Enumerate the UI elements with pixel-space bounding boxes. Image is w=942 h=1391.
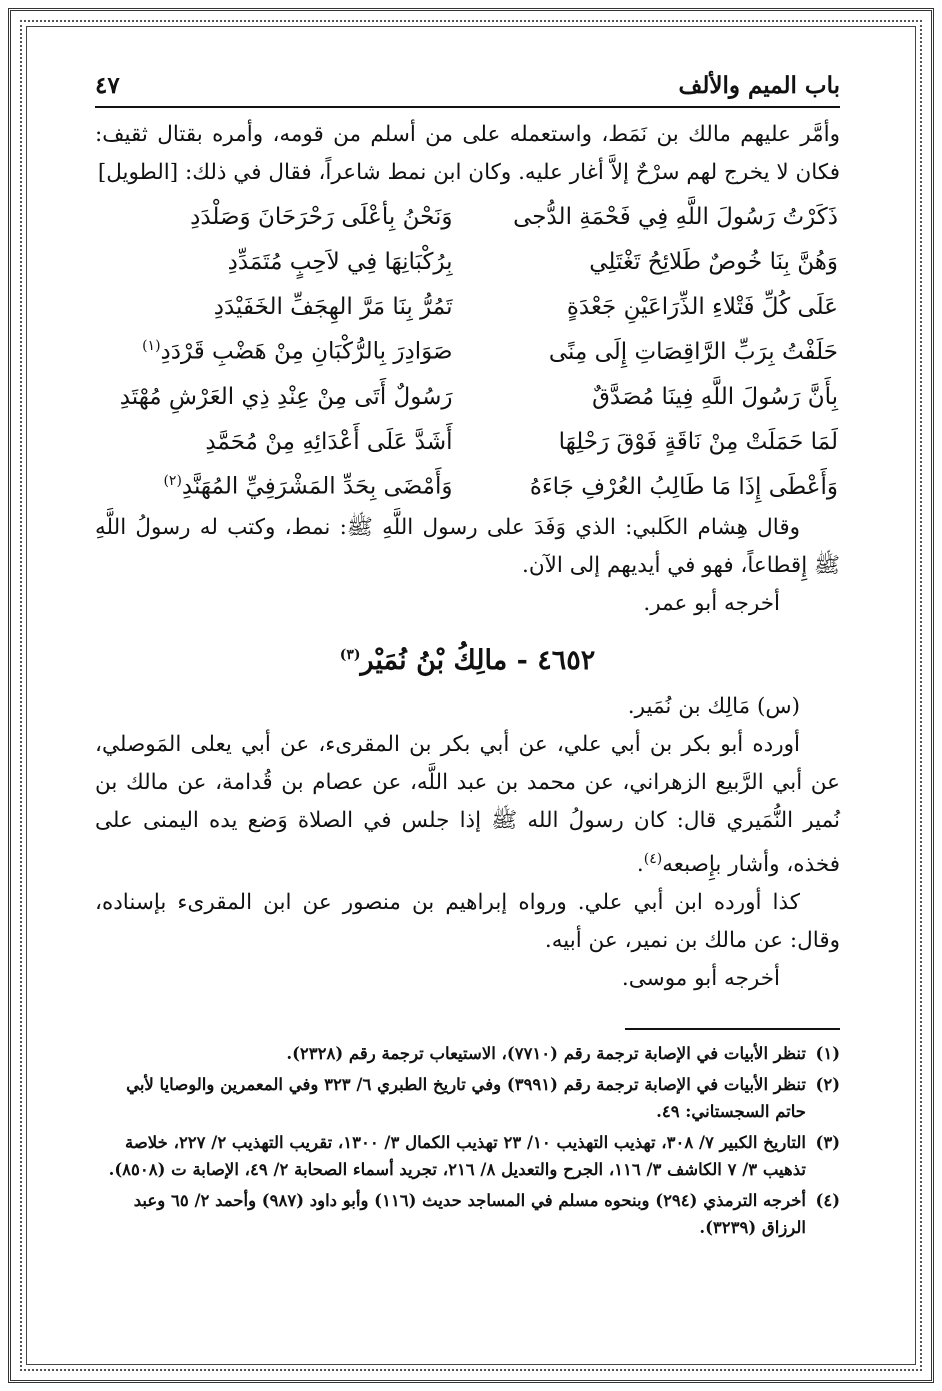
footnote-separator bbox=[625, 1028, 840, 1030]
footnote bbox=[95, 1071, 840, 1125]
footnote-text: تنظر الأبيات في الإصابة ترجمة رقم (٣٩٩١) وفي تاريخ الطبري ٦/ ٣٢٣ وفي المعمرين والوصايا لأبي حاتم السجستاني: ٤٩. bbox=[126, 1075, 806, 1122]
verse-second-hemistich: رَسُولٌ أَتَى مِنْ عِنْدِ ذِي العَرْشِ مُهْتَدِ bbox=[119, 383, 453, 410]
attribution-line: أخرجه أبو موسى. bbox=[621, 966, 780, 992]
footnote-number: (١) bbox=[815, 1044, 840, 1064]
footnote-text: التاريخ الكبير ٧/ ٣٠٨، تهذيب التهذيب ١٠/ ٢٣ تهذيب الكمال ٣/ ١٣٠٠، تقريب التهذيب ٢/ ٢٢٧، خلاصة تذهيب ٣/ ٧ الكاشف ٣/ ١١٦، الجرح والتعديل ٨/ ٢١٦، تجريد أسماء الصحابة ٢/ ٤٩، الإصابة ت (٨٥٠٨). bbox=[108, 1133, 806, 1180]
poem-verse bbox=[95, 464, 840, 509]
verse-text: وَأَمْضَى بِحَدِّ المَشْرَفِيِّ المُهَنَّدِ bbox=[181, 473, 453, 500]
poem bbox=[95, 194, 840, 509]
entry-heading bbox=[95, 645, 840, 676]
footnote-marker: (١) bbox=[142, 338, 161, 355]
verse-second-hemistich: أَشَدَّ عَلَى أَعْدَائِهِ مِنْ مُحَمَّدِ bbox=[205, 428, 453, 455]
page-content bbox=[95, 70, 840, 1245]
footnote bbox=[95, 1040, 840, 1067]
footnote bbox=[95, 1129, 840, 1183]
footnote-number: (٢) bbox=[815, 1075, 840, 1095]
poem-verse bbox=[95, 284, 840, 329]
kalbi-paragraph: وقال هِشام الكَلبي: الذي وَفَدَ على رسول اللَّهِ ﷺ: نمط، وكتب له رسولُ اللَّهِ ﷺ إِقطاعاً، فهو في أيديهم إلى الآن. bbox=[95, 515, 840, 578]
chapter-title: باب الميم والألف bbox=[678, 72, 840, 99]
verse-second-hemistich: تَمُرُّ بِنَا مَرَّ الهِجَفِّ الخَفَيْدَدِ bbox=[213, 293, 453, 320]
footnote-text: أخرجه الترمذي (٢٩٤) وبنحوه مسلم في المساجد حديث (١١٦) وأبو داود (٩٨٧) وأحمد ٢/ ٦٥ وعبد الرزاق (٣٢٣٩). bbox=[133, 1191, 806, 1238]
intro-text: وأمَّر عليهم مالك بن نَمَط، واستعمله على من أسلم من قومه، وأمره بقتال ثقيف: فكان لا يخرج لهم سرْحٌ إلاَّ أغار عليه. وكان ابن نمط شاعراً، فقال في ذلك: bbox=[95, 122, 840, 185]
verse-first-hemistich: عَلَى كُلِّ فَتْلاءِ الذِّرَاعَيْنِ جَعْدَةٍ bbox=[566, 293, 838, 320]
verse-first-hemistich: وَأَعْطَى إِذَا مَا طَالِبُ العُرْفِ جَاءَهُ bbox=[529, 473, 838, 500]
running-header bbox=[95, 70, 840, 108]
footnote bbox=[95, 1187, 840, 1241]
poem-verse bbox=[95, 239, 840, 284]
verse-second-hemistich bbox=[95, 338, 481, 365]
verse-second-hemistich bbox=[95, 473, 481, 500]
verse-second-hemistich: وَنَحْنُ بِأعْلَى رَحْرَحَانَ وَصَلْدَدِ bbox=[190, 203, 453, 230]
footnotes bbox=[95, 1040, 840, 1241]
entry-paragraph-2: كذا أورده ابن أبي علي. ورواه إبراهيم بن منصور عن ابن المقرىء بإسناده، وقال: عن مالك بن نمير، عن أبيه. bbox=[95, 890, 840, 954]
entry-sigil-line: (س) مَالِك بن نُمَير. bbox=[627, 694, 800, 719]
footnote-marker: (٤) bbox=[643, 851, 663, 867]
entry-number: ٤٦٥٢ bbox=[537, 645, 596, 676]
verse-text: صَوَادِرَ بِالرُّكْبَانِ مِنْ هَضْبِ قَرْدَدِ bbox=[160, 338, 453, 365]
page-number: ٤٧ bbox=[95, 72, 120, 99]
verse-first-hemistich: بِأَنَّ رَسُولَ اللَّهِ فِينَا مُصَدَّقٌ bbox=[592, 383, 838, 410]
verse-first-hemistich: حَلَفْتُ بِرَبِّ الرَّاقِصَاتِ إِلَى مِنًى bbox=[548, 338, 838, 365]
poem-verse bbox=[95, 329, 840, 374]
poem-meter: [الطويل] bbox=[97, 160, 179, 185]
intro-paragraph bbox=[95, 116, 840, 192]
poem-verse bbox=[95, 419, 840, 464]
footnote-number: (٣) bbox=[815, 1133, 840, 1153]
verse-second-hemistich: بِرُكْبَانِهَا فِي لاَحِبٍ مُتَمَدِّدِ bbox=[227, 248, 453, 275]
entry-paragraph: أورده أبو بكر بن أبي علي، عن أبي بكر بن المقرىء، عن أبي يعلى المَوصلي، عن أبي الرَّبيع الزهراني، عن محمد بن عبد اللَّه، عن عصام بن قُدامة، عن مالك بن نُمير النُّمَيري قال: كان رسولُ الله ﷺ إذا جلس في الصلاة وَضع يده اليمنى على فخذه، وأشار بإِصبعه$^{(٤)}$. bbox=[95, 732, 840, 878]
verse-first-hemistich: لَمَا حَمَلَتْ مِنْ نَاقَةٍ فَوْقَ رَحْلِهَا bbox=[558, 428, 838, 455]
verse-first-hemistich: وَهُنَّ بِنَا خُوصٌ طَلائِحُ تَغْتَلِي bbox=[589, 248, 838, 275]
footnote-marker: (٣) bbox=[339, 647, 361, 663]
entry-name: مالِكُ بْنُ نُمَيْر bbox=[360, 645, 508, 676]
attribution-line: أخرجه أبو عمر. bbox=[643, 591, 780, 616]
verse-first-hemistich: ذَكَرْتُ رَسُولَ اللَّهِ فِي فَحْمَةِ الدُّجى bbox=[513, 203, 838, 230]
entry-paragraph-text: أورده أبو بكر بن أبي علي، عن أبي بكر بن المقرىء، عن أبي يعلى المَوصلي، عن أبي الرَّبيع الزهراني، عن محمد بن عبد اللَّه، عن عصام بن قُدامة، عن مالك بن نُمير النُّمَيري قال: كان رسولُ الله ﷺ إذا جلس في الصلاة وَضع يده اليمنى على فخذه، وأشار بإِصبعه bbox=[95, 732, 840, 878]
poem-verse bbox=[95, 194, 840, 239]
footnote-number: (٤) bbox=[815, 1191, 840, 1211]
footnote-text: تنظر الأبيات في الإصابة ترجمة رقم (٧٧١٠)، الاستيعاب ترجمة رقم (٢٣٢٨). bbox=[286, 1044, 806, 1064]
footnote-marker: (٢) bbox=[163, 473, 182, 490]
entry-separator: - bbox=[516, 645, 528, 676]
poem-verse bbox=[95, 374, 840, 419]
